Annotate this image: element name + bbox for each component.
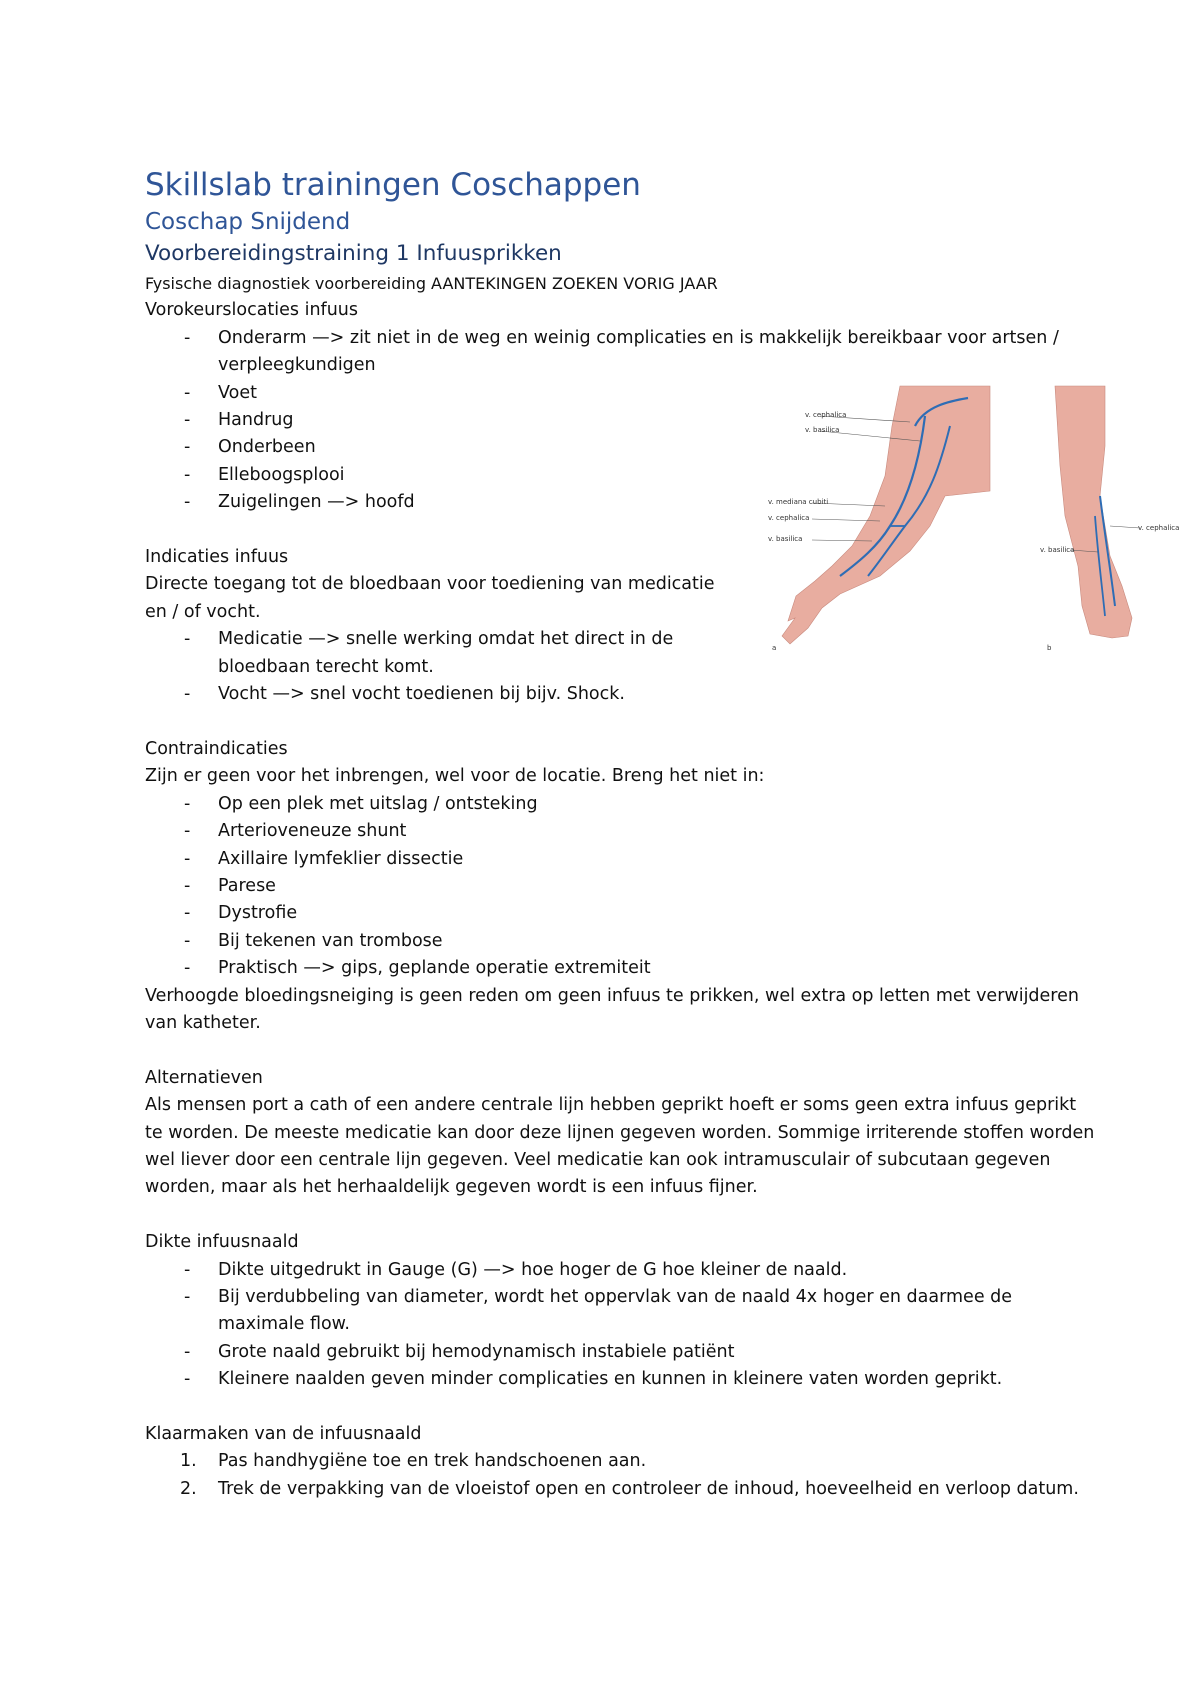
- figure-label: v. cephalica: [1138, 524, 1180, 532]
- alternatieven-heading: Alternatieven: [145, 1067, 263, 1088]
- list-item: - Axillaire lymfeklier dissectie: [184, 848, 464, 869]
- list-item: - Bij tekenen van trombose: [184, 930, 443, 951]
- figure-label: v. basilica: [768, 535, 803, 543]
- dikte-list: [145, 1257, 1095, 1394]
- figure-label: v. cephalica: [768, 514, 810, 522]
- list-item: - Dikte uitgedrukt in Gauge (G) —> hoe hoger de G hoe kleiner de naald.: [184, 1259, 848, 1280]
- arm-illustration-a: [768, 386, 990, 652]
- klaarmaken-list: [145, 1448, 1095, 1503]
- list-item: - Onderbeen: [184, 437, 316, 458]
- list-item: - Onderarm —> zit niet in de weg en weinig complicaties en is makkelijk bereikbaar voor artsen / verpleegkundigen: [184, 327, 1059, 376]
- figure-label: v. cephalica: [805, 411, 847, 419]
- arm-skin-b: [1055, 386, 1132, 638]
- indicaties-heading: Indicaties infuus: [145, 547, 289, 568]
- list-item: - Bij verdubbeling van diameter, wordt het oppervlak van de naald 4x hoger en daarmee de maximale flow.: [184, 1286, 1013, 1335]
- list-item: - Handrug: [184, 410, 294, 431]
- list-item: - Grote naald gebruikt bij hemodynamisch instabiele patiënt: [184, 1341, 735, 1362]
- list-item: - Elleboogsplooi: [184, 464, 345, 485]
- list-item: - Parese: [184, 875, 276, 896]
- contra-after: Verhoogde bloedingsneiging is geen reden om geen infuus te prikken, wel extra op letten met verwijderen van katheter.: [145, 985, 1079, 1033]
- document-subtitle: Coschap Snijdend: [145, 209, 351, 235]
- document-content: [145, 164, 1095, 1503]
- list-item: - Praktisch —> gips, geplande operatie extremiteit: [184, 958, 651, 979]
- intro-line: Fysische diagnostiek voorbereiding AANTEKINGEN ZOEKEN VORIG JAAR: [145, 274, 718, 293]
- dikte-heading: Dikte infuusnaald: [145, 1232, 299, 1253]
- list-item: - Arterioveneuze shunt: [184, 821, 407, 842]
- list-item: - Zuigelingen —> hoofd: [184, 492, 415, 513]
- arm-illustration-b: [1040, 386, 1179, 652]
- figure-label: v. basilica: [805, 426, 840, 434]
- list-item: - Op een plek met uitslag / ontsteking: [184, 793, 538, 814]
- voorkeur-heading: Vorokeurslocaties infuus: [145, 300, 359, 321]
- figure-label: v. basilica: [1040, 546, 1075, 554]
- list-item: 2. Trek de verpakking van de vloeistof open en controleer de inhoud, hoeveelheid en verloop datum.: [180, 1478, 1079, 1499]
- document-title: Skillslab trainingen Coschappen: [145, 167, 641, 203]
- klaarmaken-heading: Klaarmaken van de infuusnaald: [145, 1423, 422, 1444]
- arm-skin-a: [782, 386, 990, 644]
- figure-panel-label: b: [1047, 644, 1052, 652]
- contra-list: [145, 791, 1095, 983]
- indicaties-text: Directe toegang tot de bloedbaan voor toediening van medicatie en / of vocht.: [145, 574, 715, 622]
- list-item: - Vocht —> snel vocht toedienen bij bijv. Shock.: [184, 684, 625, 705]
- indicaties-list: [145, 626, 745, 708]
- figure-label: v. mediana cubiti: [768, 498, 829, 506]
- alternatieven-text: Als mensen port a cath of een andere centrale lijn hebben geprikt hoeft er soms geen extra infuus geprikt te worden. De meeste medicatie kan door deze lijnen gegeven worden. Sommige irriterende stoffen worden wel liever door een centrale lijn gegeven. Veel medicatie kan ook intramusculair of subcutaan gegeven worden, maar als het herhaaldelijk gegeven wordt is een infuus fijner.: [145, 1095, 1095, 1198]
- contra-heading: Contraindicaties: [145, 738, 288, 759]
- contra-text: Zijn er geen voor het inbrengen, wel voor de locatie. Breng het niet in:: [145, 766, 765, 787]
- list-item: - Voet: [184, 382, 257, 403]
- figure-panel-label: a: [772, 644, 777, 652]
- list-item: 1. Pas handhygiëne toe en trek handschoenen aan.: [180, 1451, 647, 1472]
- arm-veins-figure: [760, 386, 1180, 656]
- list-item: - Dystrofie: [184, 903, 298, 924]
- list-item: - Medicatie —> snelle werking omdat het direct in de bloedbaan terecht komt.: [184, 629, 674, 677]
- list-item: - Kleinere naalden geven minder complicaties en kunnen in kleinere vaten worden geprikt.: [184, 1369, 1003, 1390]
- section-title: Voorbereidingstraining 1 Infuusprikken: [145, 241, 562, 266]
